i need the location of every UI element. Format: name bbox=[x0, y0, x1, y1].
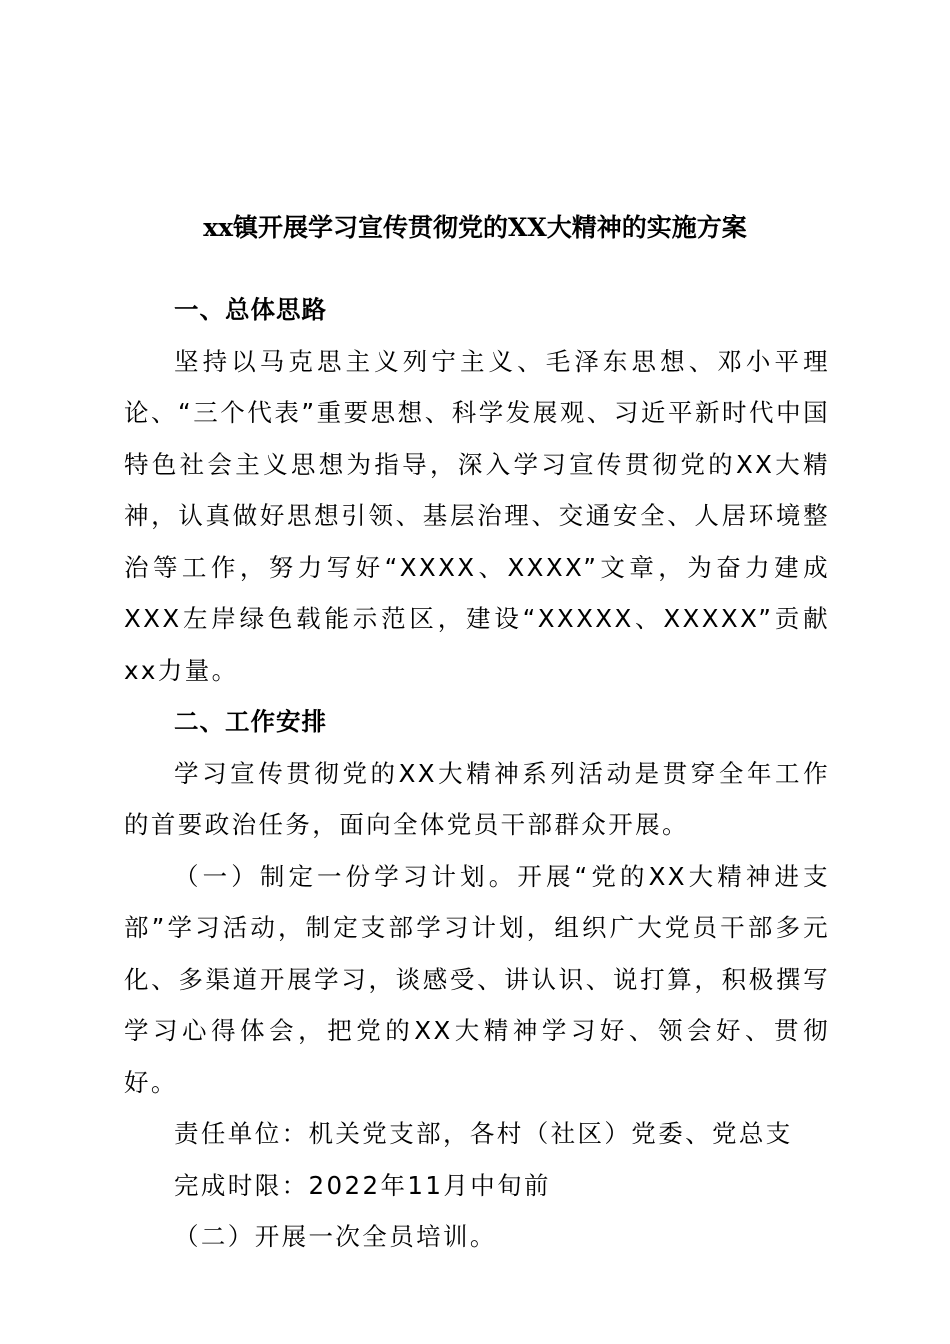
section-2-heading: 二、工作安排 bbox=[174, 707, 327, 736]
section-1-heading: 一、总体思路 bbox=[174, 295, 327, 324]
document-title: xx镇开展学习宣传贯彻党的XX大精神的实施方案 bbox=[203, 213, 747, 242]
document-body bbox=[124, 284, 830, 1263]
item-2-paragraph: （二）开展一次全员培训。 bbox=[174, 1222, 497, 1251]
item-1-deadline: 完成时限：2022年11月中旬前 bbox=[174, 1170, 551, 1200]
section-1-paragraph: 坚持以马克思主义列宁主义、毛泽东思想、邓小平理论、“三个代表”重要思想、科学发展观、习近平新时代中国特色社会主义思想为指导，深入学习宣传贯彻党的XX大精神，认真做好思想引领、基层治理、交通安全、人居环境整治等工作，努力写好“XXXX、XXXX”文章，为奋力建成XXX左岸绿色载能示范区，建设“XXXXX、XXXXX”贡献xx力量。 bbox=[124, 346, 830, 685]
item-1-paragraph: （一）制定一份学习计划。开展“党的XX大精神进支部”学习活动，制定支部学习计划，组织广大党员干部多元化、多渠道开展学习，谈感受、讲认识、说打算，积极撰写学习心得体会，把党的XX大精神学习好、领会好、贯彻好。 bbox=[124, 861, 830, 1097]
item-1-responsible-unit: 责任单位：机关党支部，各村（社区）党委、党总支 bbox=[174, 1119, 793, 1148]
section-2-intro-paragraph: 学习宣传贯彻党的XX大精神系列活动是贯穿全年工作的首要政治任务，面向全体党员干部群众开展。 bbox=[124, 758, 830, 839]
